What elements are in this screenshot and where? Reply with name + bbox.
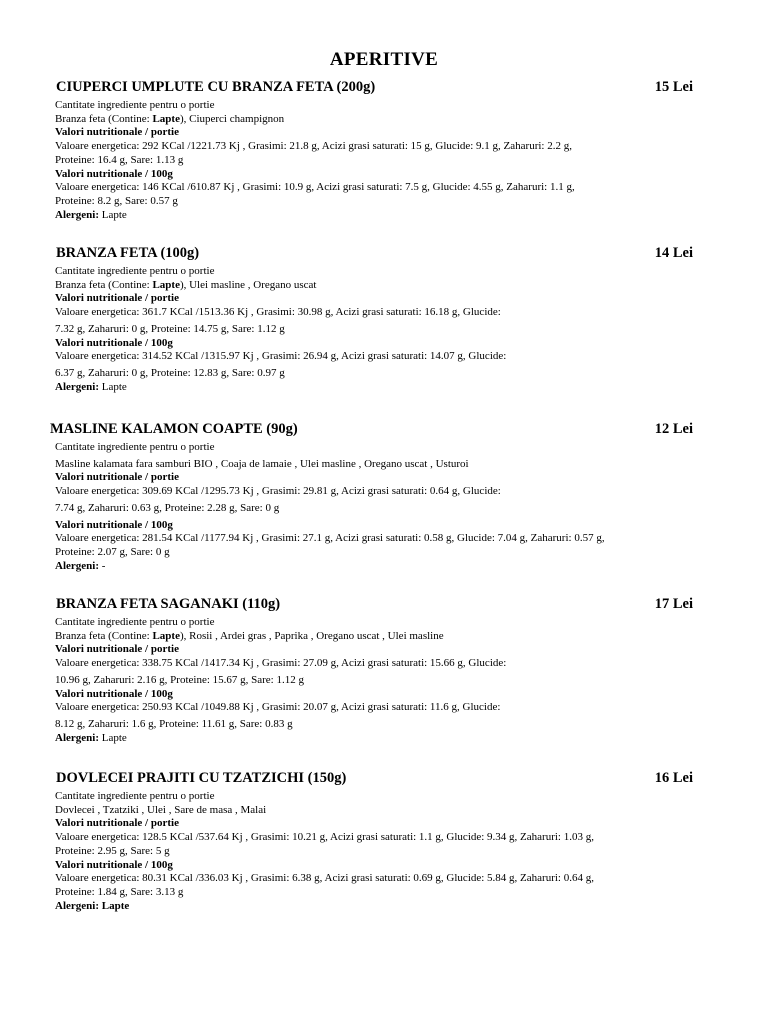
nutrition-portion-line: Proteine: 16.4 g, Sare: 1.13 g [55,153,184,166]
nutrition-100g-line: Valoare energetica: 250.93 KCal /1049.88 Kj , Grasimi: 20.07 g, Acizi grasi saturati: 11.6 g, Glucide: [55,701,501,714]
nutrition-portion-line: 7.32 g, Zaharuri: 0 g, Proteine: 14.75 g, Sare: 1.12 g [55,322,285,335]
nutrition-100g-heading: Valori nutritionale / 100g [55,518,173,531]
nutrition-portion-line: 10.96 g, Zaharuri: 2.16 g, Proteine: 15.67 g, Sare: 1.12 g [55,673,304,686]
allergen-highlight: Lapte [152,112,180,125]
ingredients-list: Branza feta (Contine: Lapte), Ulei masline , Oregano uscat [55,278,317,291]
allergens-value: - [101,559,106,572]
nutrition-portion-heading: Valori nutritionale / portie [55,471,179,484]
allergens-line: Alergeni: Lapte [55,899,130,912]
page-title: APERITIVE [329,49,439,70]
allergens-value: Lapte [101,208,127,221]
menu-item-header [0,596,768,616]
menu-item [0,770,768,913]
nutrition-portion-heading: Valori nutritionale / portie [55,126,179,139]
ingredients-list: Branza feta (Contine: Lapte), Ciuperci champignon [55,112,285,125]
allergens-value: Lapte [101,380,127,393]
nutrition-100g-line: Valoare energetica: 281.54 KCal /1177.94 Kj , Grasimi: 27.1 g, Acizi grasi saturati: 0.58 g, Glucide: 7.04 g, Zaharuri: 0.57 g, [55,532,605,545]
nutrition-100g-line: Proteine: 1.84 g, Sare: 3.13 g [55,885,184,898]
menu-item-header [0,770,768,790]
nutrition-100g-heading: Valori nutritionale / 100g [55,687,173,700]
menu-item-header [0,245,768,265]
item-price: 17 Lei [654,596,693,612]
ingredients-list: Masline kalamata fara samburi BIO , Coaja de lamaie , Ulei masline , Oregano uscat , Usturoi [55,457,469,470]
ingredients-list: Branza feta (Contine: Lapte), Rosii , Ardei gras , Paprika , Oregano uscat , Ulei masline [55,629,444,642]
menu-item [0,245,768,394]
allergens-line: Alergeni: Lapte [55,380,127,393]
nutrition-100g-line: Proteine: 2.07 g, Sare: 0 g [55,545,170,558]
nutrition-100g-line: Proteine: 8.2 g, Sare: 0.57 g [55,194,178,207]
nutrition-portion-line: Valoare energetica: 309.69 KCal /1295.73 Kj , Grasimi: 29.81 g, Acizi grasi saturati: 0.64 g, Glucide: [55,485,501,498]
nutrition-portion-line: Valoare energetica: 338.75 KCal /1417.34 Kj , Grasimi: 27.09 g, Acizi grasi saturati: 15.66 g, Glucide: [55,657,507,670]
ingredients-caption: Cantitate ingrediente pentru o portie [55,265,215,277]
nutrition-portion-line: 7.74 g, Zaharuri: 0.63 g, Proteine: 2.28 g, Sare: 0 g [55,501,280,514]
allergens-line: Alergeni: Lapte [55,208,127,221]
allergens-value: Lapte [101,899,130,912]
nutrition-portion-heading: Valori nutritionale / portie [55,643,179,656]
item-price: 15 Lei [654,79,693,95]
allergens-line: Alergeni: Lapte [55,731,127,744]
nutrition-100g-heading: Valori nutritionale / 100g [55,167,173,180]
menu-item [0,79,768,222]
nutrition-100g-heading: Valori nutritionale / 100g [55,858,173,871]
nutrition-100g-line: 6.37 g, Zaharuri: 0 g, Proteine: 12.83 g, Sare: 0.97 g [55,366,285,379]
nutrition-100g-line: 8.12 g, Zaharuri: 1.6 g, Proteine: 11.61 g, Sare: 0.83 g [55,717,293,730]
item-name: CIUPERCI UMPLUTE CU BRANZA FETA (200g) [56,79,376,95]
ingredients-list: Dovlecei , Tzatziki , Ulei , Sare de masa , Malai [55,803,267,816]
menu-item [0,421,768,573]
nutrition-100g-heading: Valori nutritionale / 100g [55,336,173,349]
menu-item [0,596,768,745]
ingredients-caption: Cantitate ingrediente pentru o portie [55,99,215,111]
menu-item-header [0,79,768,99]
nutrition-100g-line: Valoare energetica: 146 KCal /610.87 Kj , Grasimi: 10.9 g, Acizi grasi saturati: 7.5 g, Glucide: 4.55 g, Zaharuri: 1.1 g, [55,181,575,194]
ingredients-caption: Cantitate ingrediente pentru o portie [55,441,215,453]
item-name: BRANZA FETA SAGANAKI (110g) [56,596,281,612]
allergen-highlight: Lapte [152,629,180,642]
item-price: 16 Lei [654,770,693,786]
nutrition-portion-line: Valoare energetica: 361.7 KCal /1513.36 Kj , Grasimi: 30.98 g, Acizi grasi saturati: 16.18 g, Glucide: [55,306,501,319]
nutrition-portion-line: Valoare energetica: 292 KCal /1221.73 Kj , Grasimi: 21.8 g, Acizi grasi saturati: 15 g, Glucide: 9.1 g, Zaharuri: 2.2 g, [55,140,572,153]
item-name: DOVLECEI PRAJITI CU TZATZICHI (150g) [56,770,347,786]
allergens-value: Lapte [101,731,127,744]
nutrition-100g-line: Valoare energetica: 314.52 KCal /1315.97 Kj , Grasimi: 26.94 g, Acizi grasi saturati: 14.07 g, Glucide: [55,350,507,363]
item-price: 12 Lei [654,421,693,437]
ingredients-caption: Cantitate ingrediente pentru o portie [55,616,215,628]
allergens-line: Alergeni: - [55,559,106,572]
nutrition-portion-heading: Valori nutritionale / portie [55,292,179,305]
item-name: MASLINE KALAMON COAPTE (90g) [50,421,298,437]
ingredients-caption: Cantitate ingrediente pentru o portie [55,790,215,802]
item-price: 14 Lei [654,245,693,261]
nutrition-portion-heading: Valori nutritionale / portie [55,817,179,830]
menu-item-header [0,421,768,441]
nutrition-portion-line: Proteine: 2.95 g, Sare: 5 g [55,844,170,857]
nutrition-portion-line: Valoare energetica: 128.5 KCal /537.64 Kj , Grasimi: 10.21 g, Acizi grasi saturati: 1.1 g, Glucide: 9.34 g, Zaharuri: 1.03 g, [55,831,594,844]
allergen-highlight: Lapte [152,278,180,291]
nutrition-100g-line: Valoare energetica: 80.31 KCal /336.03 Kj , Grasimi: 6.38 g, Acizi grasi saturati: 0.69 g, Glucide: 5.84 g, Zaharuri: 0.64 g, [55,872,594,885]
item-name: BRANZA FETA (100g) [56,245,200,261]
